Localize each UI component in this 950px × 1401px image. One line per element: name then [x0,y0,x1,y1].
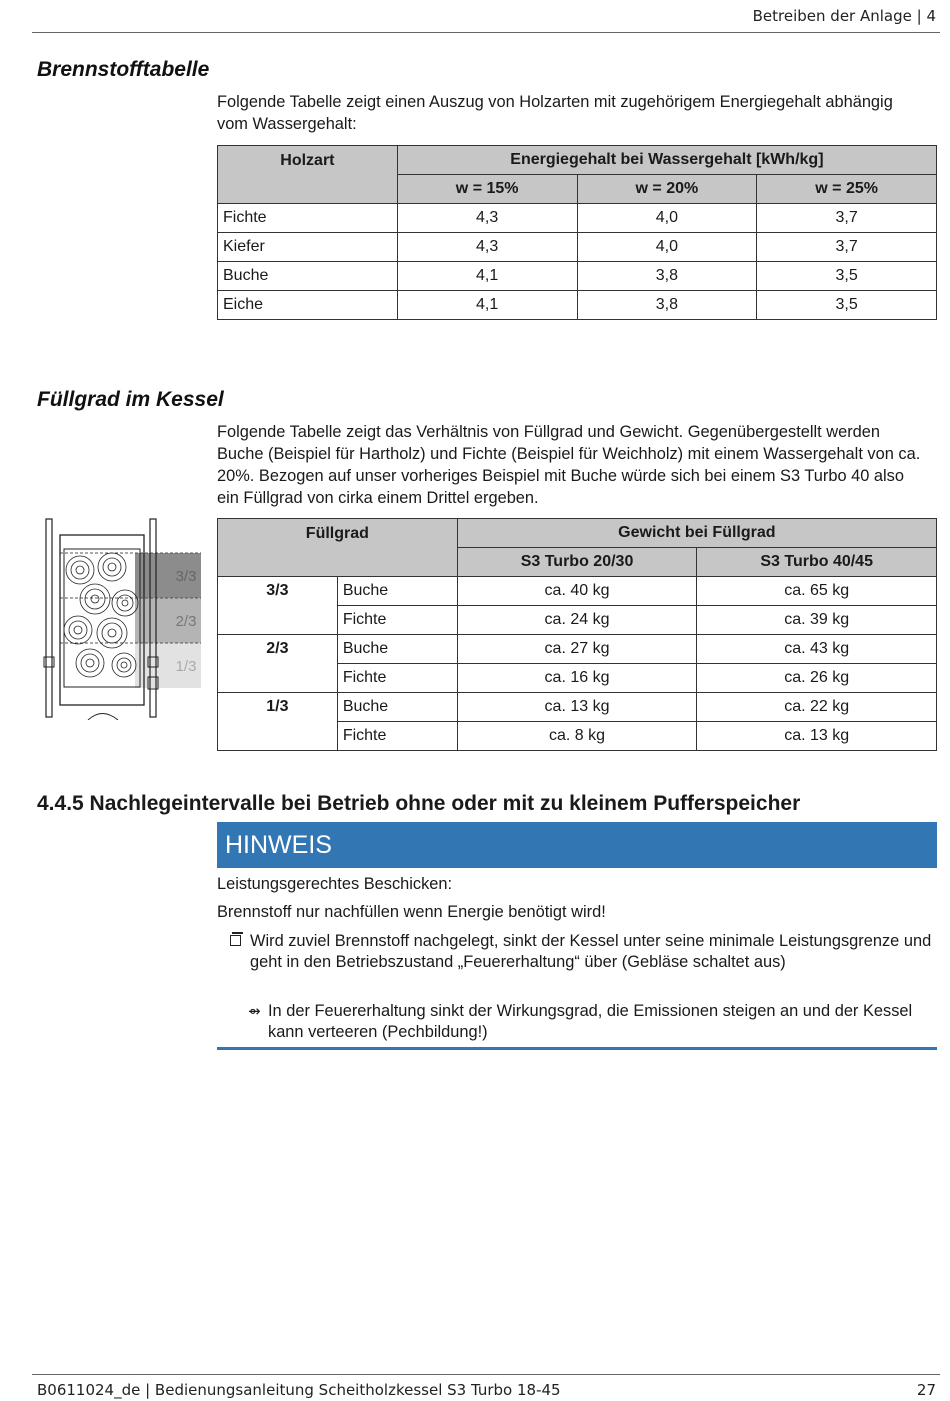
fill-wood: Buche [337,635,457,664]
table-row [218,577,937,606]
table-row [218,233,937,262]
table-row [218,204,937,233]
fill-level-heading: Füllgrad im Kessel [37,388,224,411]
fuel-wood: Kiefer [218,233,398,262]
notice-result-text: In der Feuererhaltung sinkt der Wirkungsgrad, die Emissionen steigen an und der Kessel kann verteeren (Pechbildung!) [268,1002,913,1041]
fuel-value: 3,7 [757,233,937,262]
table-row [218,291,937,320]
footer-divider [32,1374,940,1375]
fill-weight: ca. 13 kg [457,693,697,722]
table-row [218,262,937,291]
notice-bullet [230,931,930,997]
notice-bottom-rule [217,1047,937,1050]
fill-wood: Fichte [337,664,457,693]
footer-doc-title: B0611024_de | Bedienungsanleitung Scheitholzkessel S3 Turbo 18-45 [37,1381,561,1399]
fill-col-fill: Füllgrad [218,519,458,577]
fuel-value: 4,1 [397,262,577,291]
fuel-value: 3,5 [757,262,937,291]
boiler-fill-illustration [40,515,205,720]
fuel-wood: Eiche [218,291,398,320]
fuel-table-heading: Brennstofftabelle [37,58,210,81]
fill-label-2-3: 2/3 [175,613,197,630]
fill-weight: ca. 39 kg [697,606,937,635]
fill-weight: ca. 8 kg [457,722,697,751]
fuel-value: 4,0 [577,204,757,233]
arrow-result-icon: ⇴ [248,1003,261,1020]
fill-col-weight: Gewicht bei Füllgrad [457,519,936,548]
fill-wood: Buche [337,577,457,606]
fill-weight: ca. 24 kg [457,606,697,635]
fuel-sub-15: w = 15% [397,175,577,204]
fill-wood: Fichte [337,606,457,635]
fill-weight: ca. 65 kg [697,577,937,606]
fuel-wood: Fichte [218,204,398,233]
page-header-title: Betreiben der Anlage | 4 [752,7,936,25]
fill-level-intro: Folgende Tabelle zeigt das Verhältnis von Füllgrad und Gewicht. Gegenübergestellt werden Buche (Beispiel für Hartholz) und Fichte (Beispiel für Weichholz) mit einem Wassergehalt von ca. 20%. Bezogen auf unser vorheriges Beispiel mit Buche würde sich bei einem S3 Turbo 40 also ein Füllgrad von cirka einem Drittel ergeben. [217,423,921,507]
notice-line-1: Leistungsgerechtes Beschicken: [217,875,453,893]
fill-label-1-3: 1/3 [175,658,197,675]
fuel-wood: Buche [218,262,398,291]
fill-weight: ca. 13 kg [697,722,937,751]
interval-heading: 4.4.5 Nachlegeintervalle bei Betrieb ohne oder mit zu kleinem Pufferspeicher [37,792,801,815]
fill-weight: ca. 26 kg [697,664,937,693]
notice-line-2: Brennstoff nur nachfüllen wenn Energie benötigt wird! [217,903,606,921]
fill-wood: Buche [337,693,457,722]
fill-sub-4045: S3 Turbo 40/45 [697,548,937,577]
page-number: 27 [916,1381,936,1399]
fuel-table [217,145,937,320]
fill-level: 2/3 [218,635,338,693]
notice-bullet-text: Wird zuviel Brennstoff nachgelegt, sinkt der Kessel unter seine minimale Leistungsgrenze und geht in den Betriebszustand „Feuererhaltung“ über (Gebläse schaltet aus) [250,932,932,971]
table-row [218,635,937,664]
fuel-value: 4,3 [397,204,577,233]
fuel-col-energy: Energiegehalt bei Wassergehalt [kWh/kg] [397,146,936,175]
table-row [218,693,937,722]
fuel-value: 4,0 [577,233,757,262]
fuel-value: 4,1 [397,291,577,320]
fill-wood: Fichte [337,722,457,751]
fill-weight-table [217,518,937,751]
fill-level: 1/3 [218,693,338,751]
fill-sub-2030: S3 Turbo 20/30 [457,548,697,577]
checkbox-bullet-icon [230,935,241,946]
fuel-value: 3,5 [757,291,937,320]
fill-weight: ca. 22 kg [697,693,937,722]
fill-level: 3/3 [218,577,338,635]
fill-label-3-3: 3/3 [175,568,197,585]
fuel-value: 3,8 [577,291,757,320]
notice-banner: HINWEIS [217,822,937,868]
fill-weight: ca. 27 kg [457,635,697,664]
header-divider [32,32,940,33]
fuel-sub-25: w = 25% [757,175,937,204]
fill-weight: ca. 40 kg [457,577,697,606]
fill-weight: ca. 43 kg [697,635,937,664]
fuel-value: 4,3 [397,233,577,262]
fuel-value: 3,7 [757,204,937,233]
notice-result [248,1001,938,1045]
fuel-value: 3,8 [577,262,757,291]
fuel-col-wood: Holzart [218,146,398,204]
fuel-table-intro: Folgende Tabelle zeigt einen Auszug von Holzarten mit zugehörigem Energiegehalt abhängig vom Wassergehalt: [217,93,893,133]
fuel-sub-20: w = 20% [577,175,757,204]
fill-weight: ca. 16 kg [457,664,697,693]
